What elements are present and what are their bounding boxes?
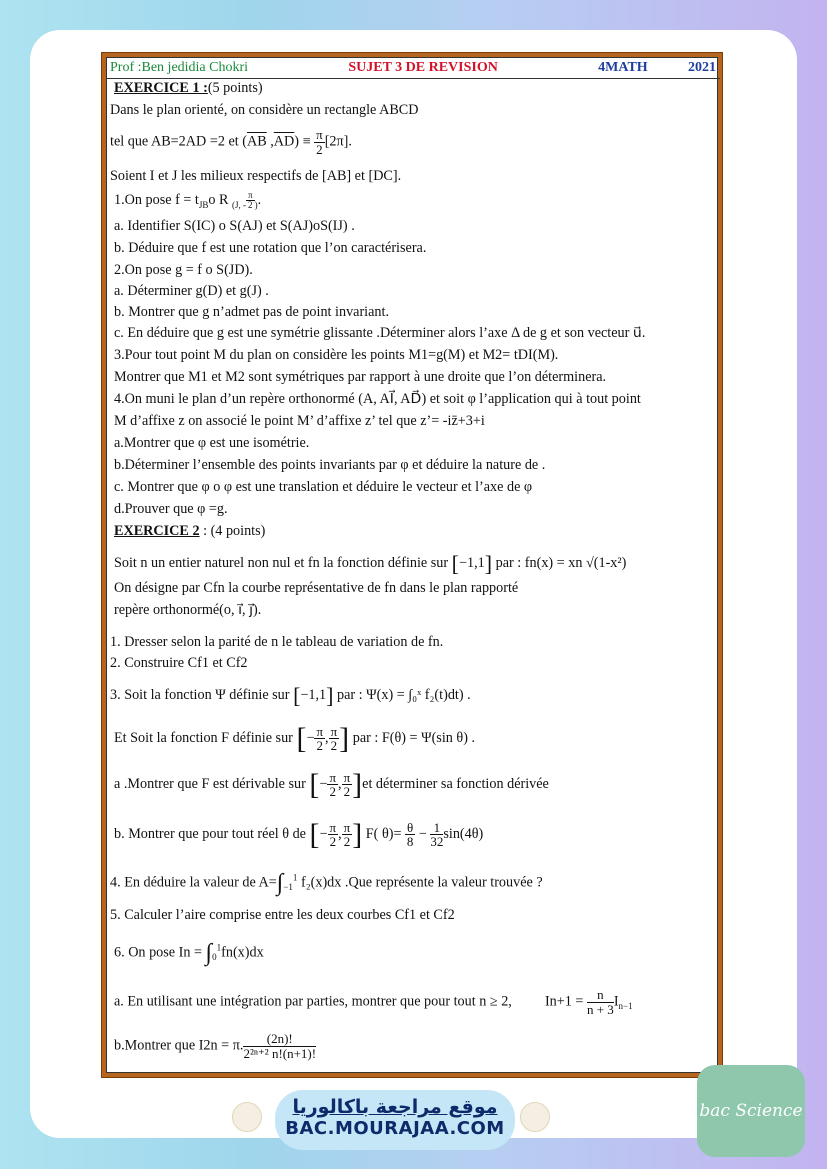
- site-url[interactable]: BAC.MOURAJAA.COM: [285, 1118, 505, 1139]
- ex1-line: 2.On pose g = f o S(JD).: [114, 262, 253, 278]
- ex1-line: M d’affixe z on associé le point M’ d’affixe z’ tel que z’= -iz̄+3+i: [114, 413, 485, 429]
- ex1-line: a. Identifier S(IC) o S(AJ) et S(AJ)oS(IJ) .: [114, 218, 355, 234]
- ex2-line: 3. Soit la fonction Ψ définie sur [−1,1] par : Ψ(x) = ∫₀ˣ f₂(t)dt) .: [110, 683, 471, 708]
- ex2-line: a. En utilisant une intégration par parties, montrer que pour tout n ≥ 2, In+1 = $\frac{n}{n + 3}$ $I_{n-1}$: [114, 987, 633, 1017]
- ex2-line: a .Montrer que F est dérivable sur [− $\frac{\pi}{2}$ , $\frac{\pi}{2}$ ]et déterminer sa fonction dérivée: [114, 768, 549, 801]
- bac-science-badge: bac Science: [697, 1065, 805, 1157]
- ex1-line: Soient I et J les milieux respectifs de [AB] et [DC].: [110, 168, 402, 184]
- site-logo-icon: [232, 1102, 262, 1132]
- ex1-line: b. Montrer que g n’admet pas de point invariant.: [114, 304, 390, 320]
- ex2-line: Soit n un entier naturel non nul et fn la fonction définie sur [−1,1] par : fn(x) = xn √(1-x²): [114, 551, 627, 576]
- author: Prof :Ben jedidia Chokri: [110, 60, 249, 76]
- ex2-line: Et Soit la fonction F définie sur [− $\frac{\pi}{2}$ , $\frac{\pi}{2}$ ] par : F(θ) = Ψ(sin θ) .: [114, 722, 476, 755]
- ex1-line: b. Déduire que f est une rotation que l’on caractérisera.: [114, 240, 427, 256]
- ex2-line: repère orthonormé(o, i⃗, j⃗).: [114, 602, 262, 618]
- ex2-line: 2. Construire Cf1 et Cf2: [110, 655, 248, 671]
- site-logo-icon: [520, 1102, 550, 1132]
- ex1-line: a.Montrer que φ est une isométrie.: [114, 435, 310, 451]
- ex1-line: b.Déterminer l’ensemble des points invariants par φ et déduire la nature de .: [114, 457, 546, 473]
- ex2-heading: EXERCICE 2 : (4 points): [114, 523, 266, 539]
- ex2-line: 4. En déduire la valeur de $A=\int_{-1}^1$ f₂(x)dx .Que représente la valeur trouvée ?: [110, 870, 543, 896]
- ex1-line: 4.On muni le plan d’un repère orthonormé (A, AI⃗, AD⃗) et soit φ l’application qui à tout point: [114, 391, 641, 407]
- ex1-heading: EXERCICE 1 :(5 points): [114, 80, 263, 96]
- ex2-line: b.Montrer que I2n = π. $\frac{(2n)!}{\text{2²ⁿ⁺² n!(n+1)!}}$: [114, 1031, 317, 1061]
- ex1-line: tel que AB=2AD =2 et ($\overline{AB}$ $,\overline{AD}$) ≡ $\frac{\pi}{2}$ [2π].: [110, 127, 352, 157]
- class-level: 4MATH: [598, 60, 648, 76]
- ex1-line: 3.Pour tout point M du plan on considère les points M1=g(M) et M2= tDI(M).: [114, 347, 559, 363]
- ex2-line: 5. Calculer l’aire comprise entre les deux courbes Cf1 et Cf2: [110, 907, 455, 923]
- ex2-line: 1. Dresser selon la parité de n le tableau de variation de fn.: [110, 634, 444, 650]
- document-header: [106, 58, 720, 79]
- ex1-line: 1.On pose $f = t_{JB}o$ R $_{(J, -}$ $\frac{\pi}{2}$ $_)$.: [114, 190, 262, 211]
- ex1-line: c. Montrer que φ o φ est une translation et déduire le vecteur et l’axe de φ: [114, 479, 533, 495]
- ex1-line: Dans le plan orienté, on considère un rectangle ABCD: [110, 102, 419, 118]
- ex1-line: c. En déduire que g est une symétrie glissante .Déterminer alors l’axe Δ de g et son vecteur u⃗.: [114, 325, 646, 341]
- year: 2021: [687, 60, 716, 76]
- ex1-line: Montrer que M1 et M2 sont symétriques par rapport à une droite que l’on déterminera.: [114, 369, 607, 385]
- ex2-line: 6. On pose $In = \int_0^1fn(x)dx$: [114, 940, 264, 966]
- document-content: [110, 58, 716, 1061]
- site-banner[interactable]: [275, 1090, 515, 1150]
- ex2-line: b. Montrer que pour tout réel θ de [− $\frac{\pi}{2}$ , $\frac{\pi}{2}$ ] F( θ)= $\frac{\theta}{8}$ − $\frac{1}{32}$ sin(4θ): [114, 818, 484, 851]
- site-name-arabic: موقع مراجعة باكالوريا: [292, 1096, 498, 1118]
- ex1-line: a. Déterminer g(D) et g(J) .: [114, 283, 269, 299]
- ex1-line: d.Prouver que φ =g.: [114, 501, 228, 517]
- document-title: SUJET 3 DE REVISION: [348, 60, 498, 76]
- ex2-line: On désigne par Cfn la courbe représentative de fn dans le plan rapporté: [114, 580, 519, 596]
